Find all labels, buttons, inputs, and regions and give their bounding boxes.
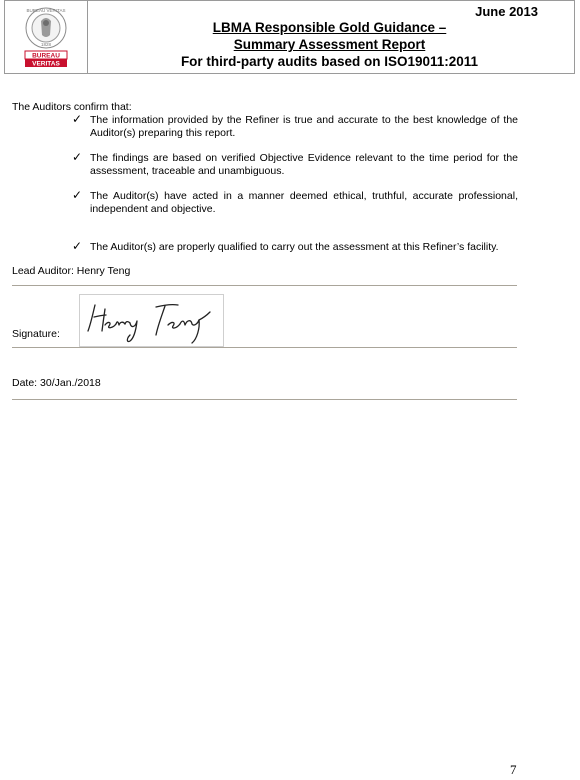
check-icon: ✓ (72, 239, 83, 253)
divider (12, 347, 517, 348)
divider (12, 285, 517, 286)
logo-word-veritas: VERITAS (32, 60, 60, 68)
logo-word-bureau: BUREAU (32, 52, 60, 60)
list-item (72, 114, 518, 140)
list-item-text: The Auditor(s) are properly qualified to carry out the assessment at this Refiner’s facility. (90, 241, 499, 253)
header-date: June 2013 (475, 4, 538, 19)
report-title: LBMA Responsible Gold Guidance – (212, 20, 447, 35)
list-item (72, 190, 518, 216)
check-icon: ✓ (72, 150, 83, 164)
header-titles (89, 19, 570, 70)
report-subtitle: Summary Assessment Report (233, 37, 426, 52)
signature-svg (80, 295, 223, 346)
signature-label: Signature: (12, 328, 60, 340)
check-icon: ✓ (72, 188, 83, 202)
header-table (4, 0, 575, 74)
list-item-text: The findings are based on verified Objective Evidence relevant to the time period for the assessment, traceable and unambiguous. (90, 152, 518, 177)
logo-ring-text: BUREAU VERITAS (26, 8, 66, 13)
date-line: Date: 30/Jan./2018 (12, 377, 101, 389)
lead-auditor: Lead Auditor: Henry Teng (12, 265, 131, 277)
logo-year: 1828 (40, 42, 52, 47)
divider (12, 399, 517, 400)
list-item-text: The Auditor(s) have acted in a manner deemed ethical, truthful, accurate professional, independent and objective. (90, 190, 518, 215)
page-number: 7 (510, 762, 517, 777)
list-item-text: The information provided by the Refiner is true and accurate to the best knowledge of the Auditor(s) preparing this report. (90, 114, 518, 139)
report-scope: For third-party audits based on ISO19011:2011 (180, 54, 479, 69)
list-item (72, 152, 518, 178)
logo-cell (5, 1, 88, 73)
confirmation-list (72, 114, 518, 254)
list-item (72, 241, 518, 254)
check-icon: ✓ (72, 112, 83, 126)
bureau-veritas-logo (5, 1, 87, 73)
intro-text: The Auditors confirm that: (12, 101, 132, 113)
signature-image (79, 294, 224, 347)
